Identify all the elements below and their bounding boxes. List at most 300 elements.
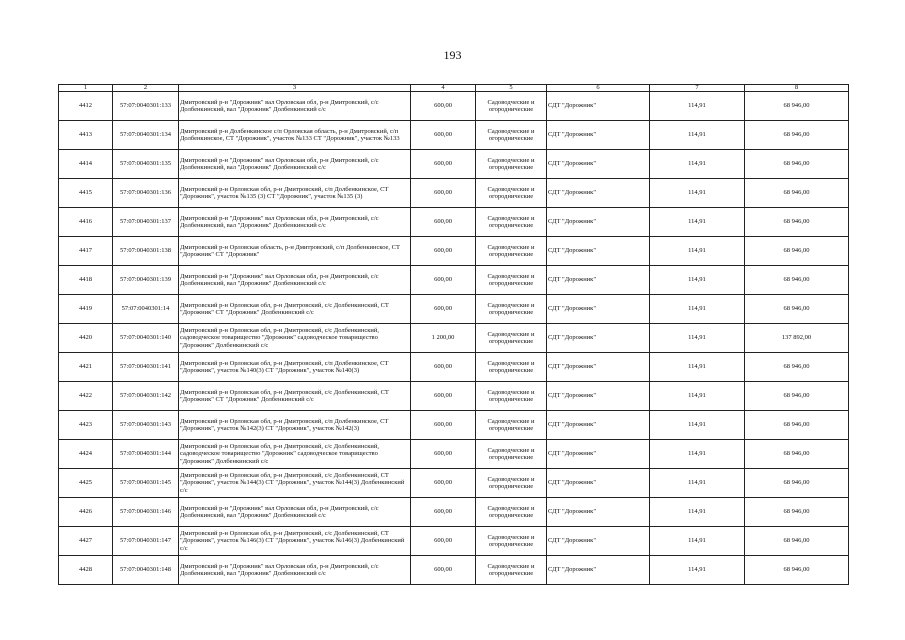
owner-name: СДТ "Дорожник" xyxy=(548,566,596,574)
cadastral-value: 68 946,00 xyxy=(783,479,810,487)
address: Дмитровский р-н Орловская обл, р-н Дмитровский, с/с Долбенкинский, садоводческое товарищество "Дорожник" садоводческое товарищество "Дорожник" Долбенкинский с/с xyxy=(180,442,379,465)
unit-price: 114,91 xyxy=(688,276,706,284)
cadastral-number-cell xyxy=(113,382,179,411)
area-value-cell xyxy=(411,411,476,440)
cadastral-value: 68 946,00 xyxy=(783,392,810,400)
cadastral-number: 57:07:0040301:135 xyxy=(120,160,171,168)
owner-name: СДТ "Дорожник" xyxy=(548,479,596,487)
cadastral-value-cell xyxy=(745,295,849,324)
unit-price: 114,91 xyxy=(688,131,706,139)
cadastral-value-cell xyxy=(745,527,849,556)
cadastral-number: 57:07:0040301:134 xyxy=(120,131,171,139)
land-use-cell xyxy=(476,440,547,469)
cadastral-number: 57:07:0040301:142 xyxy=(120,392,171,400)
table-row xyxy=(59,208,849,237)
record-number: 4427 xyxy=(79,537,92,545)
record-number: 4424 xyxy=(79,450,92,458)
record-number-cell xyxy=(59,92,113,121)
unit-price-cell xyxy=(650,295,745,324)
address-cell xyxy=(179,179,411,208)
cadastral-value: 68 946,00 xyxy=(783,102,810,110)
registry-table xyxy=(58,84,849,585)
cadastral-number: 57:07:0040301:136 xyxy=(120,189,171,197)
area-value: 600,00 xyxy=(434,392,452,400)
owner-name-cell xyxy=(547,266,650,295)
cadastral-number: 57:07:0040301:138 xyxy=(120,247,171,255)
land-use: Садоводческие и огороднические xyxy=(487,533,535,548)
cadastral-number-cell xyxy=(113,295,179,324)
cadastral-value: 68 946,00 xyxy=(783,160,810,168)
record-number: 4422 xyxy=(79,392,92,400)
unit-price: 114,91 xyxy=(688,421,706,429)
owner-name: СДТ "Дорожник" xyxy=(548,276,596,284)
record-number-cell xyxy=(59,208,113,237)
cadastral-value: 137 892,00 xyxy=(781,334,812,342)
address: Дмитровский р-н Орловская обл, р-н Дмитровский, с/с Долбенкинский, СТ "Дорожник" СТ "Дорожник" Долбенкинский с/с xyxy=(180,301,389,316)
table-row xyxy=(59,411,849,440)
owner-name-cell xyxy=(547,92,650,121)
column-number: 5 xyxy=(476,85,547,92)
record-number: 4419 xyxy=(79,305,92,313)
area-value: 600,00 xyxy=(434,276,452,284)
table-row xyxy=(59,150,849,179)
area-value: 600,00 xyxy=(434,421,452,429)
owner-name: СДТ "Дорожник" xyxy=(548,305,596,313)
table-row xyxy=(59,266,849,295)
address-cell xyxy=(179,382,411,411)
owner-name: СДТ "Дорожник" xyxy=(548,218,596,226)
owner-name: СДТ "Дорожник" xyxy=(548,247,596,255)
land-use-cell xyxy=(476,382,547,411)
land-use-cell xyxy=(476,498,547,527)
unit-price-cell xyxy=(650,498,745,527)
area-value: 600,00 xyxy=(434,247,452,255)
owner-name-cell xyxy=(547,179,650,208)
record-number-cell xyxy=(59,150,113,179)
cadastral-number-cell xyxy=(113,411,179,440)
address-cell xyxy=(179,266,411,295)
owner-name: СДТ "Дорожник" xyxy=(548,392,596,400)
unit-price: 114,91 xyxy=(688,334,706,342)
area-value: 600,00 xyxy=(434,450,452,458)
area-value: 600,00 xyxy=(434,218,452,226)
record-number-cell xyxy=(59,469,113,498)
unit-price-cell xyxy=(650,150,745,179)
land-use: Садоводческие и огороднические xyxy=(487,417,535,432)
address: Дмитровский р-н Долбенкинское с/п Орловская область, р-н Дмитровский, с/п Долбенкинское, СТ "Дорожник", участок №133 СТ "Дорожник", участок №133 xyxy=(180,127,400,142)
area-value-cell xyxy=(411,150,476,179)
area-value-cell xyxy=(411,469,476,498)
area-value-cell xyxy=(411,295,476,324)
cadastral-value: 68 946,00 xyxy=(783,131,810,139)
record-number: 4425 xyxy=(79,479,92,487)
cadastral-value: 68 946,00 xyxy=(783,421,810,429)
owner-name: СДТ "Дорожник" xyxy=(548,189,596,197)
area-value-cell xyxy=(411,353,476,382)
cadastral-value-cell xyxy=(745,353,849,382)
address: Дмитровский р-н "Дорожник" вал Орловская обл, р-н Дмитровский, с/с Долбенкинский, вал "Дорожник" Долбенкинский с/с xyxy=(180,504,379,519)
cadastral-value: 68 946,00 xyxy=(783,218,810,226)
record-number-cell xyxy=(59,556,113,585)
unit-price: 114,91 xyxy=(688,479,706,487)
land-use: Садоводческие и огороднические xyxy=(487,359,535,374)
record-number-cell xyxy=(59,324,113,353)
record-number: 4415 xyxy=(79,189,92,197)
record-number-cell xyxy=(59,266,113,295)
address: Дмитровский р-н "Дорожник" вал Орловская обл, р-н Дмитровский, с/с Долбенкинский, вал "Дорожник" Долбенкинский с/с xyxy=(180,156,379,171)
record-number: 4417 xyxy=(79,247,92,255)
owner-name-cell xyxy=(547,150,650,179)
address-cell xyxy=(179,440,411,469)
area-value: 600,00 xyxy=(434,479,452,487)
address-cell xyxy=(179,237,411,266)
page-number: 193 xyxy=(443,48,462,62)
cadastral-value: 68 946,00 xyxy=(783,537,810,545)
land-use-cell xyxy=(476,179,547,208)
cadastral-number: 57:07:0040301:146 xyxy=(120,508,171,516)
land-use: Садоводческие и огороднические xyxy=(487,98,535,113)
column-number: 6 xyxy=(547,85,650,92)
area-value-cell xyxy=(411,179,476,208)
owner-name: СДТ "Дорожник" xyxy=(548,131,596,139)
unit-price-cell xyxy=(650,266,745,295)
owner-name-cell xyxy=(547,556,650,585)
address: Дмитровский р-н Орловская обл, р-н Дмитровский, с/п Долбенкинское, СТ "Дорожник", участок №140(3) СТ "Дорожник", участок №140(3) xyxy=(180,359,389,374)
area-value: 600,00 xyxy=(434,160,452,168)
cadastral-value: 68 946,00 xyxy=(783,566,810,574)
owner-name-cell xyxy=(547,527,650,556)
owner-name: СДТ "Дорожник" xyxy=(548,508,596,516)
owner-name: СДТ "Дорожник" xyxy=(548,160,596,168)
record-number: 4412 xyxy=(79,102,92,110)
table-row xyxy=(59,92,849,121)
cadastral-value-cell xyxy=(745,92,849,121)
land-use-cell xyxy=(476,92,547,121)
address: Дмитровский р-н Орловская обл, р-н Дмитровский, с/п Долбенкинское, СТ "Дорожник", участок №142(3) СТ "Дорожник", участок №142(3) xyxy=(180,417,389,432)
address-cell xyxy=(179,469,411,498)
cadastral-number-cell xyxy=(113,92,179,121)
table-body xyxy=(59,85,849,585)
area-value: 600,00 xyxy=(434,102,452,110)
owner-name: СДТ "Дорожник" xyxy=(548,363,596,371)
owner-name-cell xyxy=(547,353,650,382)
area-value-cell xyxy=(411,498,476,527)
area-value: 600,00 xyxy=(434,537,452,545)
unit-price: 114,91 xyxy=(688,102,706,110)
land-use-cell xyxy=(476,469,547,498)
address: Дмитровский р-н "Дорожник" вал Орловская обл, р-н Дмитровский, с/с Долбенкинский, вал "Дорожник" Долбенкинский с/с xyxy=(180,214,379,229)
land-use-cell xyxy=(476,208,547,237)
land-use-cell xyxy=(476,411,547,440)
column-number: 4 xyxy=(411,85,476,92)
unit-price-cell xyxy=(650,353,745,382)
owner-name-cell xyxy=(547,440,650,469)
record-number: 4421 xyxy=(79,363,92,371)
cadastral-number-cell xyxy=(113,237,179,266)
record-number: 4413 xyxy=(79,131,92,139)
area-value-cell xyxy=(411,556,476,585)
cadastral-number: 57:07:0040301:133 xyxy=(120,102,171,110)
land-use-cell xyxy=(476,324,547,353)
cadastral-number-cell xyxy=(113,150,179,179)
owner-name: СДТ "Дорожник" xyxy=(548,450,596,458)
cadastral-value-cell xyxy=(745,121,849,150)
address: Дмитровский р-н "Дорожник" вал Орловская обл, р-н Дмитровский, с/с Долбенкинский, вал "Дорожник" Долбенкинский с/с xyxy=(180,98,379,113)
table-row xyxy=(59,295,849,324)
cadastral-number-cell xyxy=(113,527,179,556)
address-cell xyxy=(179,353,411,382)
land-use-cell xyxy=(476,150,547,179)
cadastral-value: 68 946,00 xyxy=(783,305,810,313)
unit-price: 114,91 xyxy=(688,189,706,197)
unit-price-cell xyxy=(650,556,745,585)
column-number-row xyxy=(59,85,849,92)
address: Дмитровский р-н Орловская обл, р-н Дмитровский, с/с Долбенкинский, СТ "Дорожник", участок №146(3) СТ "Дорожник", участок №146(3) Долбенкинский с/с xyxy=(180,529,405,552)
unit-price: 114,91 xyxy=(688,450,706,458)
area-value-cell xyxy=(411,527,476,556)
land-use: Садоводческие и огороднические xyxy=(487,156,535,171)
address-cell xyxy=(179,411,411,440)
cadastral-number: 57:07:0040301:144 xyxy=(120,450,171,458)
land-use: Садоводческие и огороднические xyxy=(487,562,535,577)
unit-price: 114,91 xyxy=(688,305,706,313)
cadastral-value-cell xyxy=(745,498,849,527)
table-row xyxy=(59,324,849,353)
unit-price: 114,91 xyxy=(688,566,706,574)
record-number: 4428 xyxy=(79,566,92,574)
land-use: Садоводческие и огороднические xyxy=(487,388,535,403)
record-number-cell xyxy=(59,440,113,469)
cadastral-value-cell xyxy=(745,556,849,585)
area-value: 600,00 xyxy=(434,363,452,371)
table-row xyxy=(59,179,849,208)
cadastral-value-cell xyxy=(745,179,849,208)
unit-price-cell xyxy=(650,440,745,469)
unit-price-cell xyxy=(650,382,745,411)
record-number: 4420 xyxy=(79,334,92,342)
address-cell xyxy=(179,121,411,150)
owner-name-cell xyxy=(547,295,650,324)
cadastral-number: 57:07:0040301:147 xyxy=(120,537,171,545)
table-row xyxy=(59,440,849,469)
record-number-cell xyxy=(59,179,113,208)
cadastral-number-cell xyxy=(113,121,179,150)
address-cell xyxy=(179,527,411,556)
land-use: Садоводческие и огороднические xyxy=(487,446,535,461)
cadastral-value-cell xyxy=(745,469,849,498)
address-cell xyxy=(179,208,411,237)
table-row xyxy=(59,498,849,527)
address: Дмитровский р-н Орловская обл, р-н Дмитровский, с/с Долбенкинский, СТ "Дорожник", участок №144(3) СТ "Дорожник", участок №144(3) Долбенкинский с/с xyxy=(180,471,405,494)
address: Дмитровский р-н Орловская область, р-н Дмитровский, с/п Долбенкинское, СТ "Дорожник" СТ "Дорожник" xyxy=(180,243,400,258)
table-row xyxy=(59,237,849,266)
address: Дмитровский р-н Орловская обл, р-н Дмитровский, с/с Долбенкинский, СТ "Дорожник" СТ "Дорожник" Долбенкинский с/с xyxy=(180,388,389,403)
table-row xyxy=(59,382,849,411)
record-number-cell xyxy=(59,382,113,411)
column-number: 3 xyxy=(179,85,411,92)
cadastral-number-cell xyxy=(113,469,179,498)
cadastral-value-cell xyxy=(745,150,849,179)
land-use: Садоводческие и огороднические xyxy=(487,272,535,287)
land-use: Садоводческие и огороднические xyxy=(487,330,535,345)
unit-price-cell xyxy=(650,92,745,121)
owner-name-cell xyxy=(547,498,650,527)
area-value-cell xyxy=(411,121,476,150)
cadastral-value-cell xyxy=(745,440,849,469)
cadastral-number-cell xyxy=(113,353,179,382)
area-value: 1 200,00 xyxy=(431,334,455,342)
unit-price: 114,91 xyxy=(688,508,706,516)
unit-price-cell xyxy=(650,179,745,208)
owner-name-cell xyxy=(547,469,650,498)
cadastral-value-cell xyxy=(745,237,849,266)
area-value: 600,00 xyxy=(434,189,452,197)
unit-price: 114,91 xyxy=(688,247,706,255)
cadastral-number-cell xyxy=(113,498,179,527)
land-use: Садоводческие и огороднические xyxy=(487,475,535,490)
cadastral-number: 57:07:0040301:14 xyxy=(121,305,170,313)
unit-price: 114,91 xyxy=(688,392,706,400)
owner-name-cell xyxy=(547,411,650,440)
owner-name-cell xyxy=(547,382,650,411)
cadastral-value-cell xyxy=(745,382,849,411)
record-number-cell xyxy=(59,498,113,527)
cadastral-number: 57:07:0040301:143 xyxy=(120,421,171,429)
cadastral-number-cell xyxy=(113,208,179,237)
area-value: 600,00 xyxy=(434,131,452,139)
address: Дмитровский р-н "Дорожник" вал Орловская обл, р-н Дмитровский, с/с Долбенкинский, вал "Дорожник" Долбенкинский с/с xyxy=(180,562,379,577)
record-number: 4423 xyxy=(79,421,92,429)
unit-price: 114,91 xyxy=(688,363,706,371)
record-number: 4414 xyxy=(79,160,92,168)
column-number: 2 xyxy=(113,85,179,92)
land-use-cell xyxy=(476,121,547,150)
cadastral-number: 57:07:0040301:148 xyxy=(120,566,171,574)
record-number-cell xyxy=(59,295,113,324)
column-number: 7 xyxy=(650,85,745,92)
cadastral-value: 68 946,00 xyxy=(783,276,810,284)
cadastral-number: 57:07:0040301:139 xyxy=(120,276,171,284)
area-value-cell xyxy=(411,324,476,353)
owner-name-cell xyxy=(547,237,650,266)
land-use: Садоводческие и огороднические xyxy=(487,243,535,258)
record-number-cell xyxy=(59,411,113,440)
table-row xyxy=(59,469,849,498)
address-cell xyxy=(179,324,411,353)
land-use: Садоводческие и огороднические xyxy=(487,214,535,229)
record-number-cell xyxy=(59,353,113,382)
area-value-cell xyxy=(411,237,476,266)
table-row xyxy=(59,353,849,382)
area-value: 600,00 xyxy=(434,566,452,574)
owner-name: СДТ "Дорожник" xyxy=(548,102,596,110)
area-value-cell xyxy=(411,440,476,469)
owner-name-cell xyxy=(547,121,650,150)
cadastral-number-cell xyxy=(113,440,179,469)
cadastral-value-cell xyxy=(745,266,849,295)
unit-price-cell xyxy=(650,237,745,266)
owner-name-cell xyxy=(547,208,650,237)
address-cell xyxy=(179,150,411,179)
area-value: 600,00 xyxy=(434,305,452,313)
area-value-cell xyxy=(411,382,476,411)
cadastral-number: 57:07:0040301:137 xyxy=(120,218,171,226)
cadastral-value: 68 946,00 xyxy=(783,508,810,516)
area-value: 600,00 xyxy=(434,508,452,516)
area-value-cell xyxy=(411,208,476,237)
land-use: Садоводческие и огороднические xyxy=(487,301,535,316)
land-use-cell xyxy=(476,266,547,295)
unit-price-cell xyxy=(650,469,745,498)
area-value-cell xyxy=(411,266,476,295)
cadastral-value: 68 946,00 xyxy=(783,247,810,255)
unit-price-cell xyxy=(650,324,745,353)
record-number: 4426 xyxy=(79,508,92,516)
cadastral-number-cell xyxy=(113,266,179,295)
address-cell xyxy=(179,295,411,324)
cadastral-number-cell xyxy=(113,556,179,585)
record-number-cell xyxy=(59,121,113,150)
land-use-cell xyxy=(476,527,547,556)
land-use-cell xyxy=(476,295,547,324)
owner-name-cell xyxy=(547,324,650,353)
cadastral-value: 68 946,00 xyxy=(783,450,810,458)
cadastral-number-cell xyxy=(113,179,179,208)
cadastral-value: 68 946,00 xyxy=(783,189,810,197)
unit-price-cell xyxy=(650,411,745,440)
address-cell xyxy=(179,92,411,121)
land-use-cell xyxy=(476,353,547,382)
land-use-cell xyxy=(476,556,547,585)
address: Дмитровский р-н Орловская обл, р-н Дмитровский, с/с Долбенкинский, садоводческое товарищество "Дорожник" садоводческое товарищество "Дорожник" Долбенкинский с/с xyxy=(180,326,379,349)
unit-price: 114,91 xyxy=(688,160,706,168)
table-row xyxy=(59,527,849,556)
unit-price-cell xyxy=(650,121,745,150)
land-use: Садоводческие и огороднические xyxy=(487,504,535,519)
table-row xyxy=(59,121,849,150)
cadastral-number: 57:07:0040301:140 xyxy=(120,334,171,342)
cadastral-value-cell xyxy=(745,324,849,353)
cadastral-number-cell xyxy=(113,324,179,353)
cadastral-number: 57:07:0040301:141 xyxy=(120,363,171,371)
cadastral-value-cell xyxy=(745,208,849,237)
owner-name: СДТ "Дорожник" xyxy=(548,537,596,545)
table-row xyxy=(59,556,849,585)
address: Дмитровский р-н "Дорожник" вал Орловская обл, р-н Дмитровский, с/с Долбенкинский, вал "Дорожник" Долбенкинский с/с xyxy=(180,272,379,287)
unit-price-cell xyxy=(650,527,745,556)
column-number: 8 xyxy=(745,85,849,92)
record-number: 4416 xyxy=(79,218,92,226)
area-value-cell xyxy=(411,92,476,121)
record-number-cell xyxy=(59,237,113,266)
owner-name: СДТ "Дорожник" xyxy=(548,334,596,342)
unit-price: 114,91 xyxy=(688,537,706,545)
column-number: 1 xyxy=(59,85,113,92)
address-cell xyxy=(179,498,411,527)
record-number-cell xyxy=(59,527,113,556)
unit-price-cell xyxy=(650,208,745,237)
cadastral-value-cell xyxy=(745,411,849,440)
unit-price: 114,91 xyxy=(688,218,706,226)
address: Дмитровский р-н Орловская обл, р-н Дмитровский, с/п Долбенкинское, СТ "Дорожник", участок №135 (3) СТ "Дорожник", участок №135 (3) xyxy=(180,185,389,200)
cadastral-number: 57:07:0040301:145 xyxy=(120,479,171,487)
land-use: Садоводческие и огороднические xyxy=(487,127,535,142)
land-use: Садоводческие и огороднические xyxy=(487,185,535,200)
record-number: 4418 xyxy=(79,276,92,284)
owner-name: СДТ "Дорожник" xyxy=(548,421,596,429)
cadastral-value: 68 946,00 xyxy=(783,363,810,371)
land-use-cell xyxy=(476,237,547,266)
